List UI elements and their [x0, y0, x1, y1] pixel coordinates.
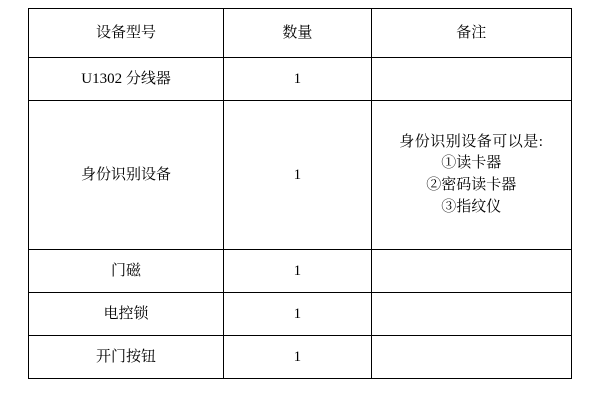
table-row — [29, 58, 572, 101]
table-row — [29, 101, 572, 250]
cell-model: 身份识别设备 — [29, 101, 224, 250]
cell-remark — [371, 336, 571, 379]
table-row — [29, 250, 572, 293]
table-body — [29, 58, 572, 379]
cell-model: 电控锁 — [29, 293, 224, 336]
cell-quantity: 1 — [224, 58, 372, 101]
table-header-row — [29, 9, 572, 58]
cell-remark — [371, 293, 571, 336]
column-header-remark: 备注 — [371, 9, 571, 58]
equipment-table — [28, 8, 572, 379]
column-header-quantity: 数量 — [224, 9, 372, 58]
remark-line: ①读卡器 — [441, 155, 502, 172]
remark-line: ③指纹仪 — [441, 198, 502, 215]
cell-remark — [371, 101, 571, 250]
cell-model: 开门按钮 — [29, 336, 224, 379]
cell-remark — [371, 58, 571, 101]
cell-quantity: 1 — [224, 336, 372, 379]
column-header-model: 设备型号 — [29, 9, 224, 58]
table-row — [29, 293, 572, 336]
table-header — [29, 9, 572, 58]
cell-quantity: 1 — [224, 101, 372, 250]
remark-line: 身份识别设备可以是: — [399, 133, 544, 150]
remark-list — [374, 132, 569, 219]
cell-model: 门磁 — [29, 250, 224, 293]
cell-model: U1302 分线器 — [29, 58, 224, 101]
remark-line: ②密码读卡器 — [426, 177, 517, 193]
cell-remark — [371, 250, 571, 293]
cell-quantity: 1 — [224, 293, 372, 336]
table-row — [29, 336, 572, 379]
cell-quantity: 1 — [224, 250, 372, 293]
